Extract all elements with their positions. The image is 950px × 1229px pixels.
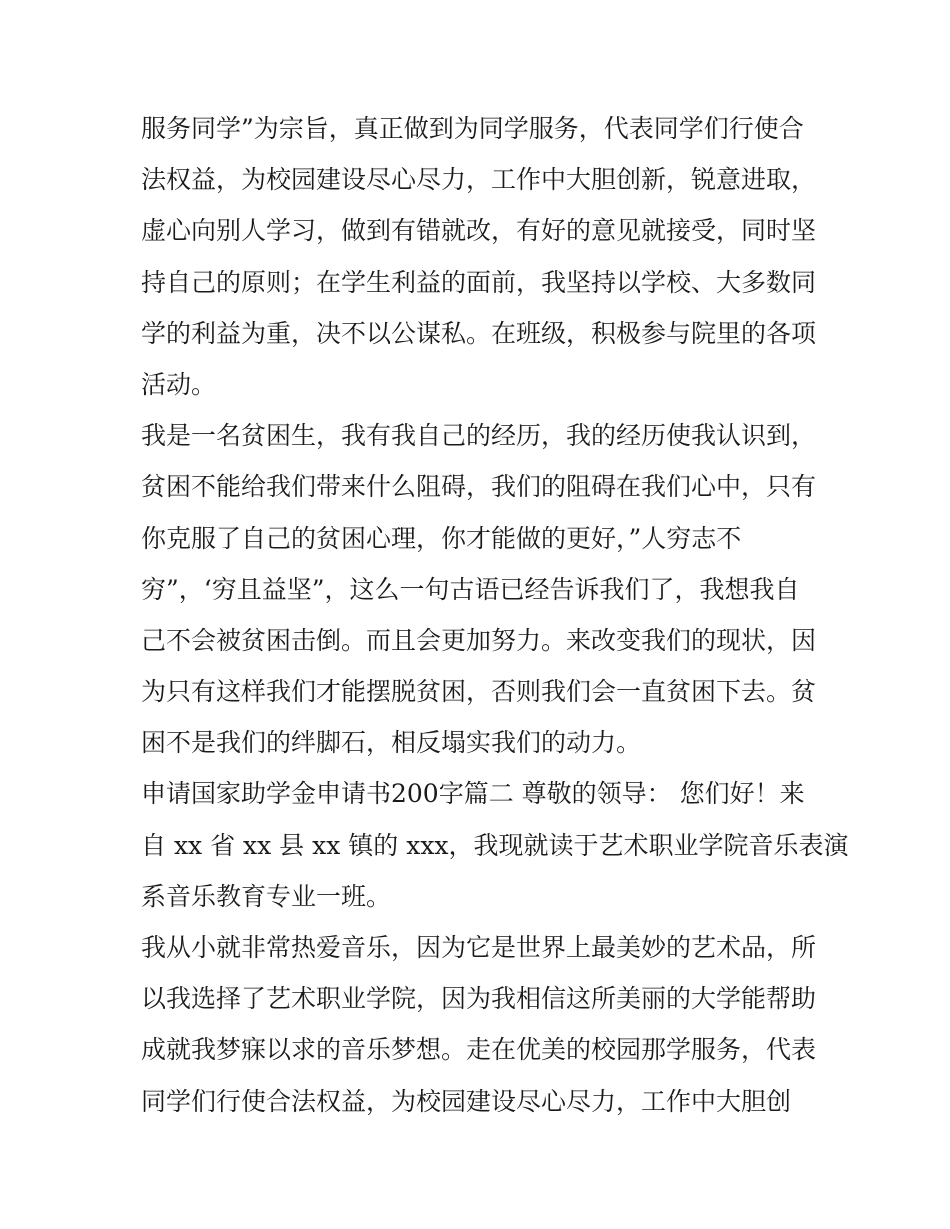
text-line: 我从小就非常热爱音乐，因为它是世界上最美妙的艺术品，所	[141, 933, 817, 962]
text-line: 为只有这样我们才能摆脱贫困，否则我们会一直贫困下去。贫	[141, 677, 817, 707]
text-line: 系音乐教育专业一班。	[141, 881, 392, 911]
document-body	[141, 103, 849, 1127]
text-line: 困不是我们的绊脚石，相反塌实我们的动力。	[141, 728, 642, 758]
text-line: 穷”，‘穷且益坚”，这么一句古语已经告诉我们了，我想我自	[141, 574, 800, 604]
text-line: 自 xx 省 xx 县 xx 镇的 xxx，我现就读于艺术职业学院音乐表演	[141, 830, 849, 860]
text-line: 成就我梦寐以求的音乐梦想。走在优美的校园那学服务，代表	[141, 1035, 817, 1065]
text-line: 虚心向别人学习，做到有错就改，有好的意见就接受，同时坚	[141, 216, 817, 246]
text-line: 法权益，为校园建设尽心尽力，工作中大胆创新，锐意进取，	[141, 165, 817, 195]
text-line: 你克服了自己的贫困心理，你才能做的更好，”人穷志不	[141, 523, 742, 553]
text-line: 活动。	[141, 369, 217, 399]
text-line: 以我选择了艺术职业学院，因为我相信这所美丽的大学能帮助	[141, 984, 817, 1014]
text-line: 我是一名贫困生，我有我自己的经历，我的经历使我认识到，	[141, 421, 817, 451]
text-line: 服务同学”为宗旨，真正做到为同学服务，代表同学们行使合	[141, 114, 804, 143]
text-line: 贫困不能给我们带来什么阻碍，我们的阻碍在我们心中，只有	[141, 472, 817, 502]
text-line: 学的利益为重，决不以公谋私。在班级，积极参与院里的各项	[141, 318, 817, 348]
text-line: 己不会被贫困击倒。而且会更加努力。来改变我们的现状，因	[141, 625, 817, 655]
text-line: 同学们行使合法权益，为校园建设尽心尽力，工作中大胆创	[141, 1086, 792, 1116]
text-line: 持自己的原则；在学生利益的面前，我坚持以学校、大多数同	[141, 267, 817, 297]
text-line: 申请国家助学金申请书200字篇二 尊敬的领导： 您们好！来	[141, 779, 805, 809]
